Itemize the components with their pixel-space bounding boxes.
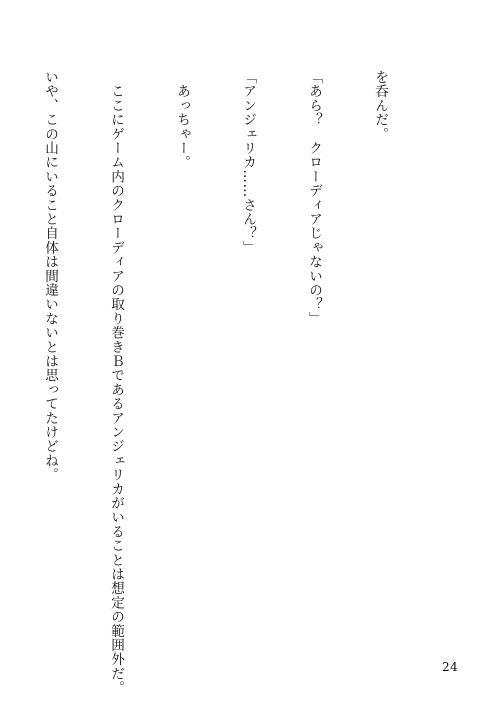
text-line: あっちゃー。 bbox=[174, 70, 190, 170]
text-line: 「あら？ クローディアじゃないの？」 bbox=[306, 70, 322, 326]
text-line: いや、この山にいること自体は間違いないとは思ってたけどね。 bbox=[42, 70, 58, 482]
text-line: を呑んだ。 bbox=[372, 70, 388, 141]
text-line: 「アンジェリカ……さん？」 bbox=[240, 70, 256, 255]
text-line: ここにゲーム内のクローディアの取り巻きＢであるアンジェリカがいることは想定の範囲外だ。 bbox=[108, 70, 124, 695]
vertical-text-block bbox=[0, 70, 435, 695]
page-number: 24 bbox=[442, 660, 459, 674]
